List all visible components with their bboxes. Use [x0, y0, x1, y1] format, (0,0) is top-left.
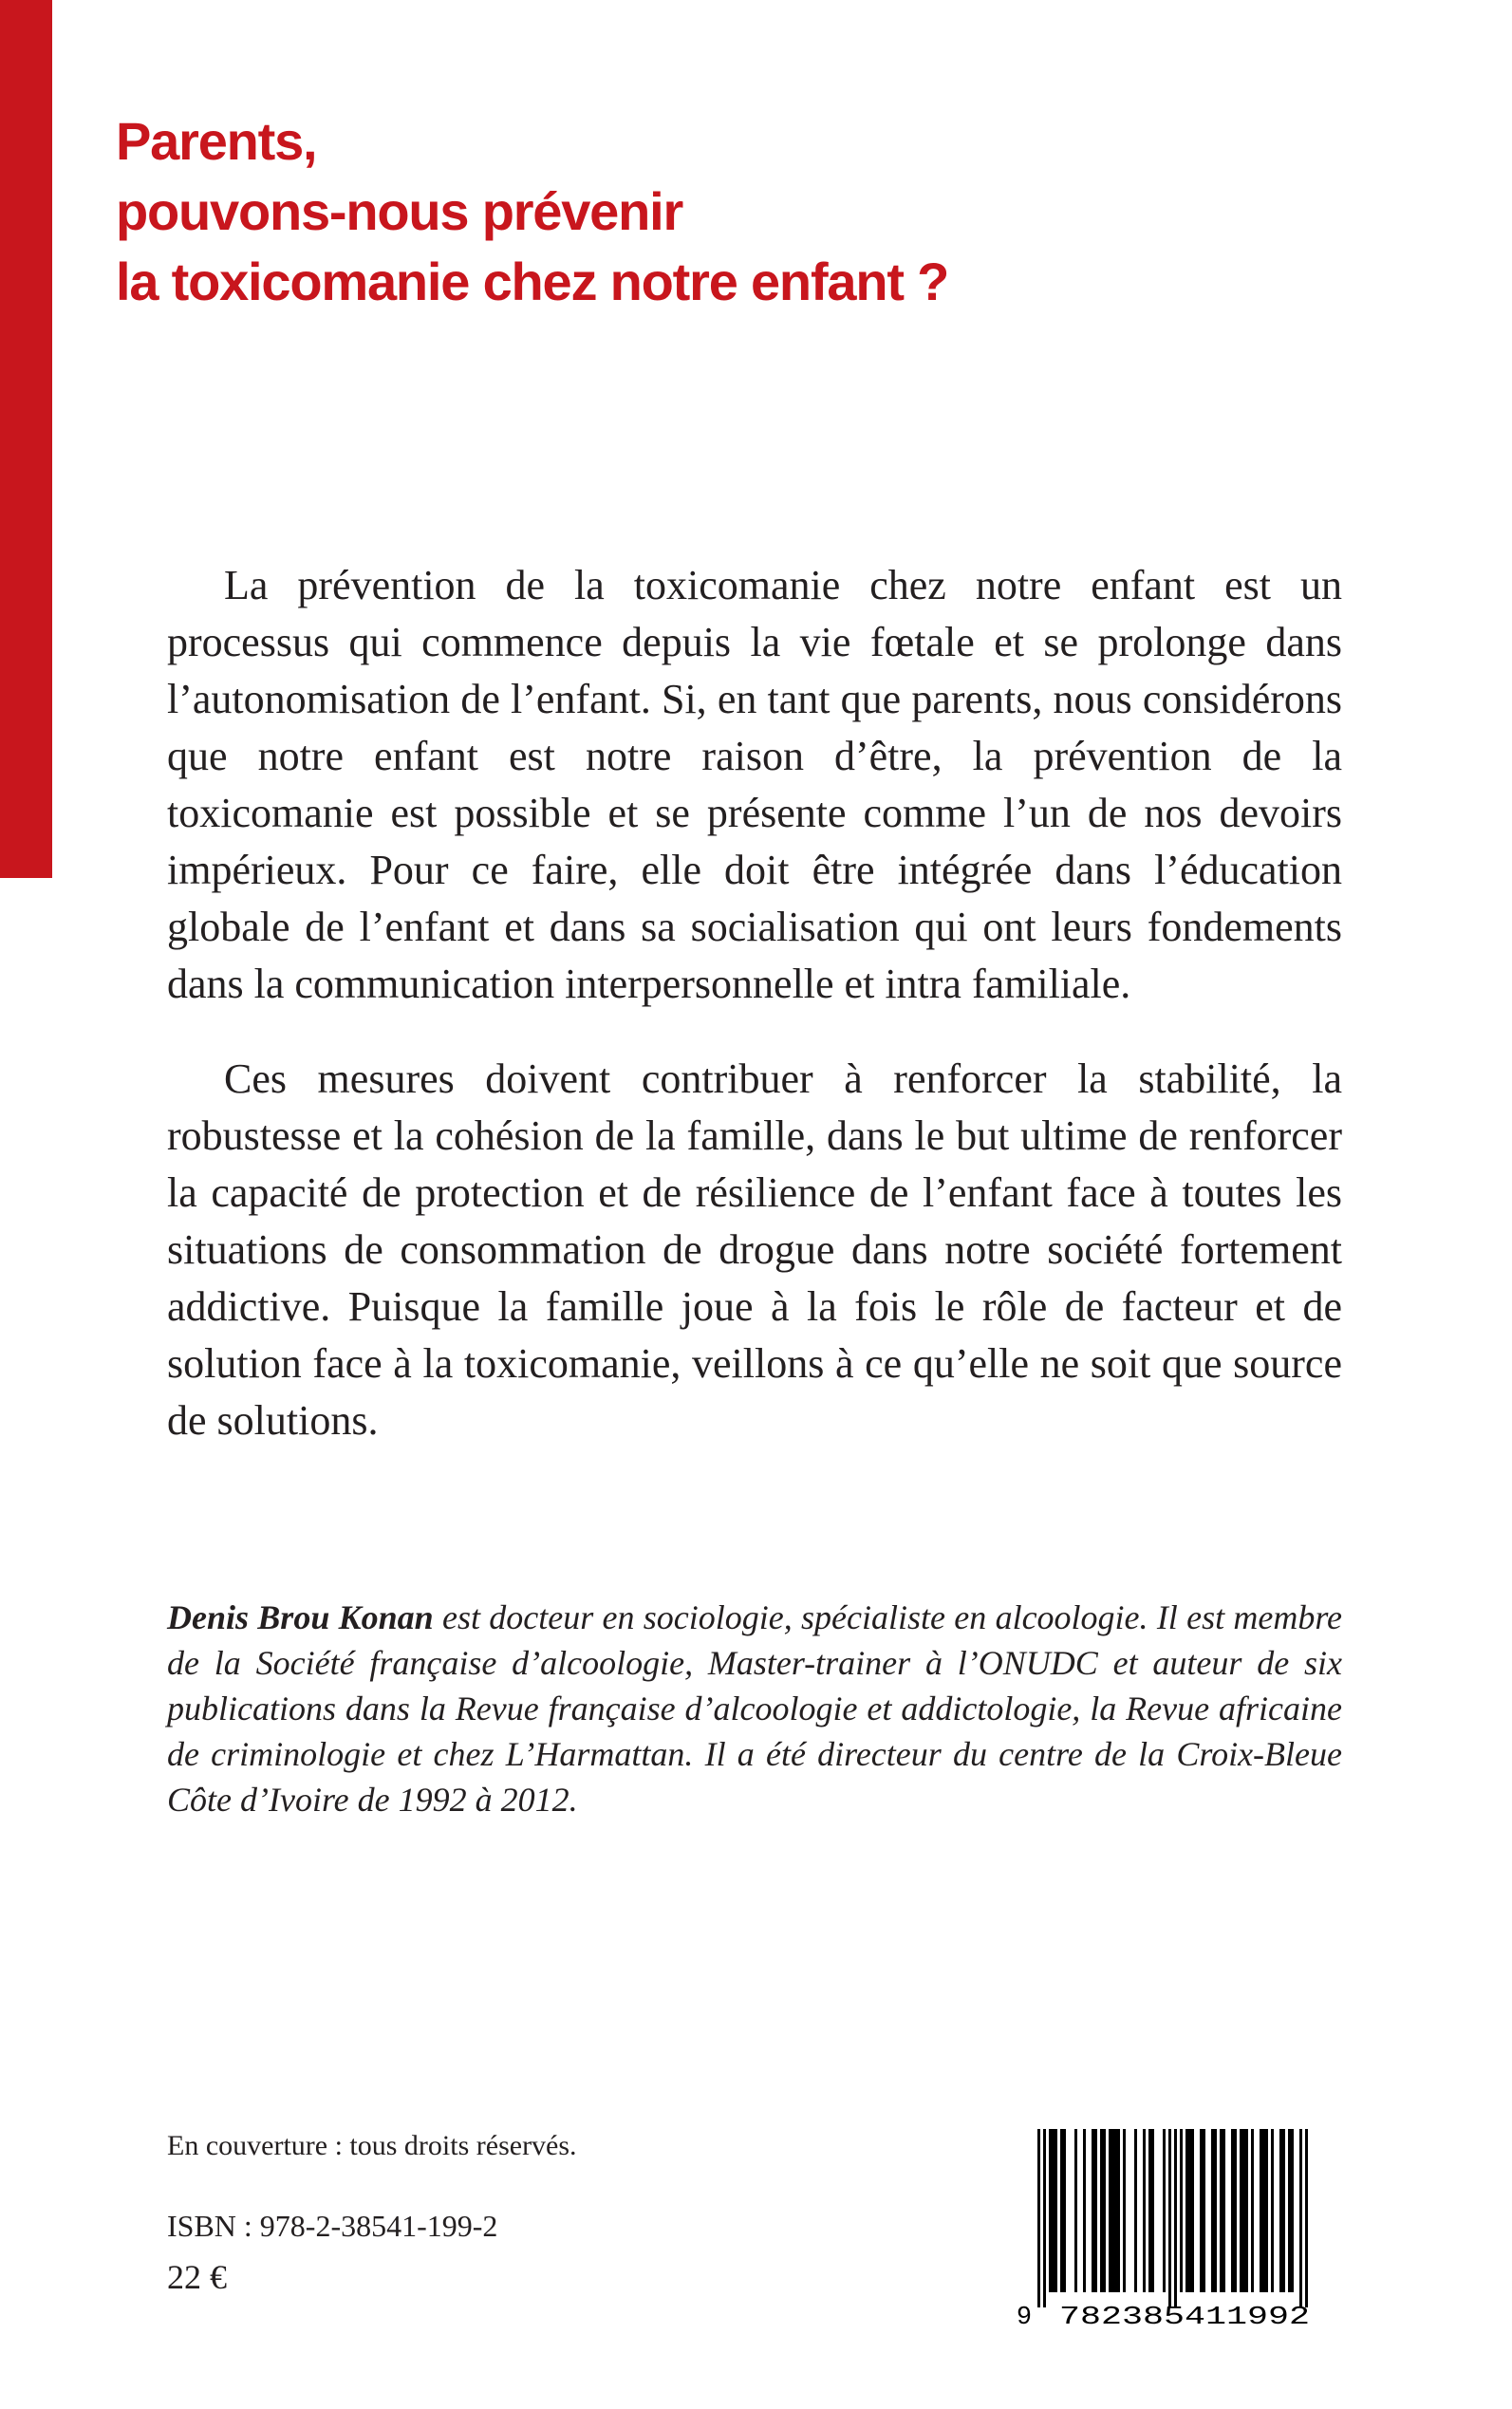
cover-credit: En couverture : tous droits réservés. — [167, 2130, 577, 2161]
barcode-bar — [1092, 2129, 1094, 2292]
title-line-3: la toxicomanie chez notre enfant ? — [116, 252, 949, 311]
barcode-guard-bar — [1305, 2129, 1308, 2307]
barcode-bar — [1185, 2129, 1188, 2292]
barcode-bar — [1282, 2129, 1285, 2292]
barcode-bar — [1123, 2129, 1126, 2292]
barcode-bar — [1200, 2129, 1203, 2292]
title-line-1: Parents, — [116, 111, 317, 171]
price: 22 € — [167, 2258, 227, 2296]
barcode-bar — [1074, 2129, 1077, 2292]
barcode-bar — [1109, 2129, 1111, 2292]
red-accent-band — [0, 0, 52, 878]
barcode-bar — [1291, 2129, 1294, 2292]
barcode-bar — [1103, 2129, 1106, 2292]
ean13-barcode — [1015, 2129, 1341, 2328]
author-bio — [167, 1595, 1342, 1822]
isbn: ISBN : 978-2-38541-199-2 — [167, 2209, 498, 2243]
barcode-bar — [1163, 2129, 1166, 2292]
barcode-first-digit: 9 — [1016, 2304, 1033, 2328]
barcode-bar — [1211, 2129, 1214, 2292]
barcode-bar — [1245, 2129, 1248, 2292]
barcode-bar — [1223, 2129, 1225, 2292]
barcode-bar — [1260, 2129, 1262, 2292]
blurb — [167, 557, 1342, 1449]
barcode-bar — [1279, 2129, 1282, 2292]
barcode-bar — [1203, 2129, 1205, 2292]
barcode-right-group: 411992 — [1185, 2304, 1310, 2328]
barcode-bar — [1191, 2129, 1194, 2292]
barcode-bar — [1143, 2129, 1146, 2292]
barcode-guard-bar — [1299, 2129, 1302, 2307]
barcode-bar — [1262, 2129, 1265, 2292]
barcode-bar — [1180, 2129, 1183, 2292]
barcode-bar — [1134, 2129, 1137, 2292]
barcode-bar — [1060, 2129, 1063, 2292]
blurb-paragraph-1: La prévention de la toxicomanie chez notre enfant est un processus qui commence depuis la vie fœtale et se prolonge dans l’autonomisation de l’enfant. Si, en tant que parents, nous considérons que notre enfant est notre raison d’être, la prévention de la toxicomanie est possible et se présente comme l’un de nos devoirs impérieux. Pour ce faire, elle doit être intégrée dans l’éducation globale de l’enfant et dans sa socialisation qui ont leurs fondements dans la communication interpersonnelle et intra familiale. — [167, 562, 1342, 1007]
blurb-paragraph-2: Ces mesures doivent contribuer à renforcer la stabilité, la robustesse et la cohésion de la famille, dans le but ultime de renforcer la capacité de protection et de résilience de l’enfant face à toutes les situations de consommation de drogue dans notre société fortement addictive. Puisque la famille joue à la fois le rôle de facteur et de solution face à la toxicomanie, veillons à ce qu’elle ne soit que source de solutions. — [167, 1055, 1342, 1444]
barcode-bar — [1049, 2129, 1052, 2292]
barcode-bar — [1231, 2129, 1234, 2292]
barcode-bar — [1148, 2129, 1151, 2292]
barcode-bar — [1251, 2129, 1254, 2292]
barcode-bar — [1111, 2129, 1114, 2292]
barcode-bar — [1114, 2129, 1117, 2292]
barcode-bar — [1117, 2129, 1120, 2292]
barcode-bar — [1063, 2129, 1066, 2292]
barcode-bar — [1052, 2129, 1055, 2292]
barcode-bar — [1234, 2129, 1237, 2292]
barcode-left-group: 782385 — [1059, 2304, 1185, 2328]
barcode-bar — [1220, 2129, 1223, 2292]
barcode-bar — [1214, 2129, 1217, 2292]
author-name: Denis Brou Konan — [167, 1598, 434, 1636]
book-title — [116, 106, 1369, 317]
barcode-bar — [1271, 2129, 1274, 2292]
barcode-bar — [1083, 2129, 1086, 2292]
barcode-guard-bar — [1043, 2129, 1046, 2307]
barcode-bar — [1094, 2129, 1097, 2292]
author-bio-text: est docteur en sociologie, spécialiste en alcoologie. Il est membre de la Société française d’alcoologie, Master-trainer à l’ONUDC et auteur de six publications dans la Revue française d’alcoologie et addictologie, la Revue africaine de criminologie et chez L’Harmattan. Il a été directeur du centre de la Croix-Bleue Côte d’Ivoire de 1992 à 2012. — [167, 1598, 1342, 1819]
barcode-guard-bar — [1037, 2129, 1040, 2307]
barcode-bar — [1151, 2129, 1154, 2292]
barcode-bar — [1055, 2129, 1057, 2292]
barcode-bar — [1240, 2129, 1242, 2292]
barcode-bar — [1188, 2129, 1191, 2292]
barcode-graphic — [1015, 2129, 1341, 2328]
barcode-bars — [1037, 2129, 1308, 2307]
title-line-2: pouvons-nous prévenir — [116, 181, 683, 241]
barcode-guard-bar — [1168, 2129, 1171, 2307]
barcode-bar — [1265, 2129, 1268, 2292]
barcode-bar — [1100, 2129, 1103, 2292]
barcode-bar — [1242, 2129, 1245, 2292]
barcode-guard-bar — [1174, 2129, 1177, 2307]
barcode-bar — [1288, 2129, 1291, 2292]
